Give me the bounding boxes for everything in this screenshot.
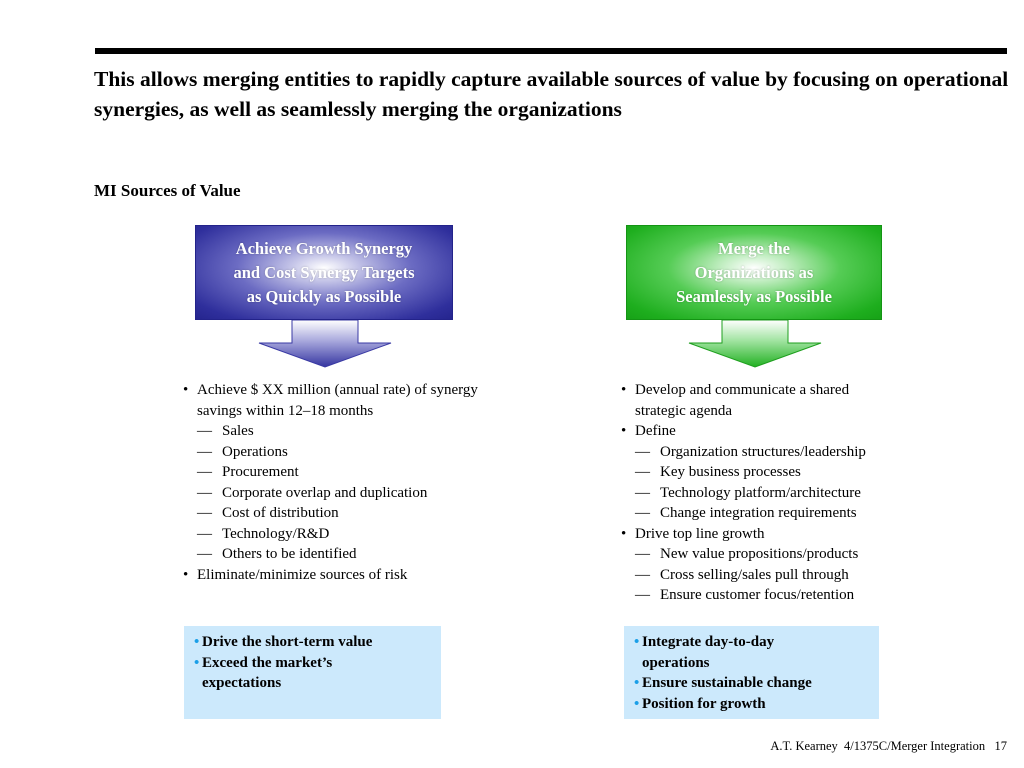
growth-synergy-bullets — [183, 380, 483, 585]
list-subitem: — Change integration requirements — [621, 503, 921, 524]
list-item: • Define — [621, 421, 921, 442]
list-subitem: — Technology platform/architecture — [621, 483, 921, 504]
box-line: Merge the — [718, 238, 790, 258]
summary-item: • Position for growth — [634, 694, 869, 715]
list-subitem: — New value propositions/products — [621, 544, 921, 565]
merge-organizations-bullets — [621, 380, 921, 606]
footer-source: A.T. Kearney 4/1375C/Merger Integration — [770, 739, 986, 753]
list-subitem: — Sales — [183, 421, 483, 442]
headline: This allows merging entities to rapidly capture available sources of value by focusing on operational synergies, as well as seamlessly merging the organizations — [94, 67, 1009, 121]
summary-item: • Drive the short-term value — [194, 632, 431, 653]
down-arrow-icon — [257, 320, 393, 368]
list-subitem: — Operations — [183, 442, 483, 463]
list-subitem: — Corporate overlap and duplication — [183, 483, 483, 504]
summary-item: • Integrate day-to-day operations — [634, 632, 802, 673]
box-line: Organizations as — [694, 262, 814, 282]
list-item: • Eliminate/minimize sources of risk — [183, 565, 483, 586]
top-rule — [95, 48, 1007, 54]
summary-item: • Exceed the market’s expectations — [194, 653, 352, 694]
summary-item: • Ensure sustainable change — [634, 673, 869, 694]
page-number: 17 — [994, 739, 1007, 753]
growth-synergy-box — [195, 225, 453, 320]
list-item: • Drive top line growth — [621, 524, 921, 545]
list-subitem: — Organization structures/leadership — [621, 442, 921, 463]
list-subitem: — Key business processes — [621, 462, 921, 483]
footer — [770, 739, 1007, 754]
list-subitem: — Others to be identified — [183, 544, 483, 565]
merge-organizations-box — [626, 225, 882, 320]
section-title: MI Sources of Value — [94, 181, 241, 200]
list-subitem: — Technology/R&D — [183, 524, 483, 545]
list-subitem: — Cross selling/sales pull through — [621, 565, 921, 586]
growth-summary-box — [184, 626, 441, 719]
list-subitem: — Ensure customer focus/retention — [621, 585, 921, 606]
box-line: and Cost Synergy Targets — [233, 262, 415, 282]
list-item: • Develop and communicate a shared strategic agenda — [621, 380, 895, 421]
list-subitem: — Cost of distribution — [183, 503, 483, 524]
list-subitem: — Procurement — [183, 462, 483, 483]
down-arrow-icon — [687, 320, 823, 368]
merge-summary-box — [624, 626, 879, 719]
box-line: Achieve Growth Synergy — [235, 238, 413, 258]
box-line: Seamlessly as Possible — [676, 286, 832, 306]
box-line: as Quickly as Possible — [246, 286, 402, 306]
list-item: • Achieve $ XX million (annual rate) of synergy savings within 12–18 months — [183, 380, 483, 421]
